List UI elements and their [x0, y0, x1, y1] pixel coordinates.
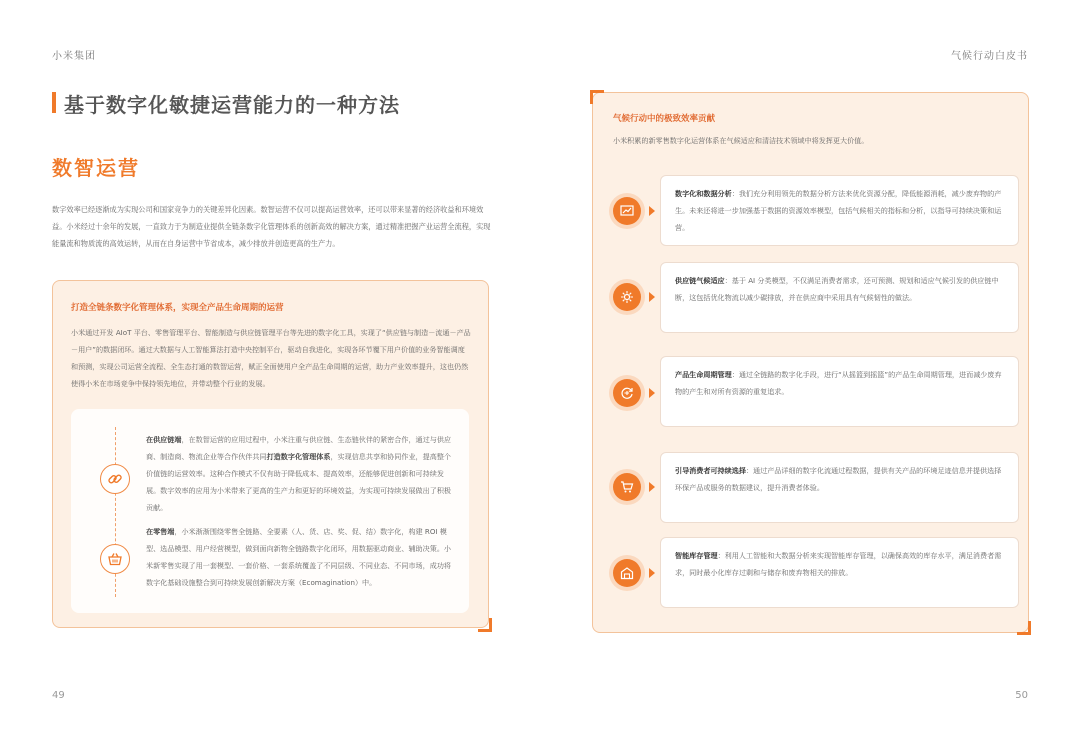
row-card-lifecycle: [660, 356, 1019, 427]
retail-paragraph: [146, 523, 456, 591]
channel-card: [71, 409, 469, 613]
row-text: ：基于 AI 分类模型，不仅满足消费者需求，还可预测、规划和适应气候引发的供应链中断，这包括优化物流以减少碳排放，并在供应商中采用具有气候韧性的做法。: [675, 276, 999, 302]
retail-label: 在零售端: [146, 527, 175, 536]
arrow-pointer: [649, 568, 655, 578]
data-chart-icon: [613, 197, 641, 225]
row-title: 智能库存管理: [675, 551, 718, 560]
digital-management-box: [52, 280, 489, 628]
row-text: ：我们充分利用领先的数据分析方法来优化资源分配，降低能源消耗，减少废弃物的产生。未来还将进一步加强基于数据的资源效率模型，包括气候相关的指标和分析，以指导可持续决策和运营。: [675, 189, 1002, 232]
header-company: 小米集团: [52, 51, 96, 62]
page-title: 基于数字化敏捷运营能力的一种方法: [64, 93, 400, 117]
row-title: 引导消费者可持续选择: [675, 466, 746, 475]
row-card-data-analysis: [660, 175, 1019, 246]
supply-chain-icon: [613, 283, 641, 311]
arrow-pointer: [649, 388, 655, 398]
smart-warehouse-icon: [613, 559, 641, 587]
row-card-consumer-choice: [660, 452, 1019, 523]
corner-decoration: [478, 618, 492, 632]
supply-chain-text-a: ，在数智运营的应用过程中，小米注重与供应链、生态链伙伴的紧密合作，通过与供应商、制造商、物流企业等合作伙伴共同: [146, 435, 452, 461]
box-paragraph: 小米通过开发 AIoT 平台、零售管理平台、智能制造与供应链管理平台等先进的数字化工具，实现了“供应链与制造－流通－产品－用户”的数据闭环。通过大数据与人工智能算法打造中央控制平台，驱动自我进化，实现各环节覆下用户价值的业务智能调度和预测，实现公司运营全流程、全生态打通的数智运营，赋正全面使用户全产品生命周期的运营，助力产业效率提升，这也仍然使得小米在市场竞争中保持领先地位，并带动整个行业的发展。: [71, 328, 471, 388]
section-title: 数智运营: [52, 156, 140, 180]
supply-chain-bold: 打造数字化管理体系: [266, 452, 331, 461]
page-number-right: 50: [1015, 690, 1028, 701]
intro-paragraph: 数字效率已经逐渐成为实现公司和国家竞争力的关键差异化因素。数智运营不仅可以提高运营效率，还可以带来显著的经济收益和环境效益。小米经过十余年的发展，一直致力于为制造业提供全链条数字化管理体系的创新高效的解决方案，通过精准把握产业运营全流程，实现能量流和物质流的高效运转，从而在自身运营中节省成本，减少排放并创造更高的生产力。: [52, 205, 491, 248]
title-accent-bar: [52, 92, 56, 113]
row-title: 产品生命周期管理: [675, 370, 732, 379]
shopping-basket-icon: [100, 544, 130, 574]
corner-decoration: [1017, 621, 1031, 635]
supply-chain-paragraph: [146, 431, 456, 516]
box-title: 打造全链条数字化管理体系，实现全产品生命周期的运营: [71, 303, 284, 313]
row-text: ：利用人工智能和大数据分析来实现智能库存管理，以确保高效的库存水平，满足消费者需求，同时最小化库存过剩和与储存和废弃物相关的排放。: [675, 551, 1002, 577]
box-title: 气候行动中的极致效率贡献: [613, 114, 716, 124]
corner-decoration: [590, 90, 604, 104]
chain-link-icon: [100, 464, 130, 494]
arrow-pointer: [649, 292, 655, 302]
climate-efficiency-box: [592, 92, 1029, 633]
sustainable-shopping-icon: [613, 473, 641, 501]
row-title: 供应链气候适应: [675, 276, 725, 285]
lifecycle-icon: [613, 379, 641, 407]
supply-chain-label: 在供应链端: [146, 435, 182, 444]
supply-chain-text-b: ，实现信息共享和协同作业，提高整个价值链的运营效率。这种合作模式不仅有助于降低成本、提高效率，还能够促进创新和可持续发展。数字效率的应用为小米带来了更高的生产力和更好的环境效益，为实现可持续发展做出了积极贡献。: [146, 452, 452, 512]
box-intro: 小米积累的新零售数字化运营体系在气候适应和清洁技术领域中将发挥更大价值。: [613, 136, 869, 145]
header-report-title: 气候行动白皮书: [951, 51, 1028, 62]
row-title: 数字化和数据分析: [675, 189, 732, 198]
arrow-pointer: [649, 482, 655, 492]
row-card-inventory: [660, 537, 1019, 608]
page-number-left: 49: [52, 690, 65, 701]
row-text: ：通过产品详细的数字化流通过程数据，提供有关产品的环境足迹信息并提供选择环保产品或服务的数据建议，提升消费者体验。: [675, 466, 1002, 492]
retail-text: ，小米渐渐围绕零售全链路、全要素（人、货、店、奖、促、结）数字化，构建 ROI 模型、选品模型、用户经营模型，做到面向新物全链路数字化闭环，用数据驱动商业、辅助决策。小米新零售实现了用一套模型、一套价格、一套系统覆盖了不同层级、不同业态、不同市场，成功将数字化基础设施整合到可持续发展创新解决方案（Ecomagination）中。: [146, 527, 452, 587]
arrow-pointer: [649, 206, 655, 216]
row-text: ：通过全链路的数字化手段，进行“从摇篮到摇篮”的产品生命周期管理，进而减少废弃物的产生和对所有资源的重复追求。: [675, 370, 1002, 396]
row-card-supply-chain: [660, 262, 1019, 333]
